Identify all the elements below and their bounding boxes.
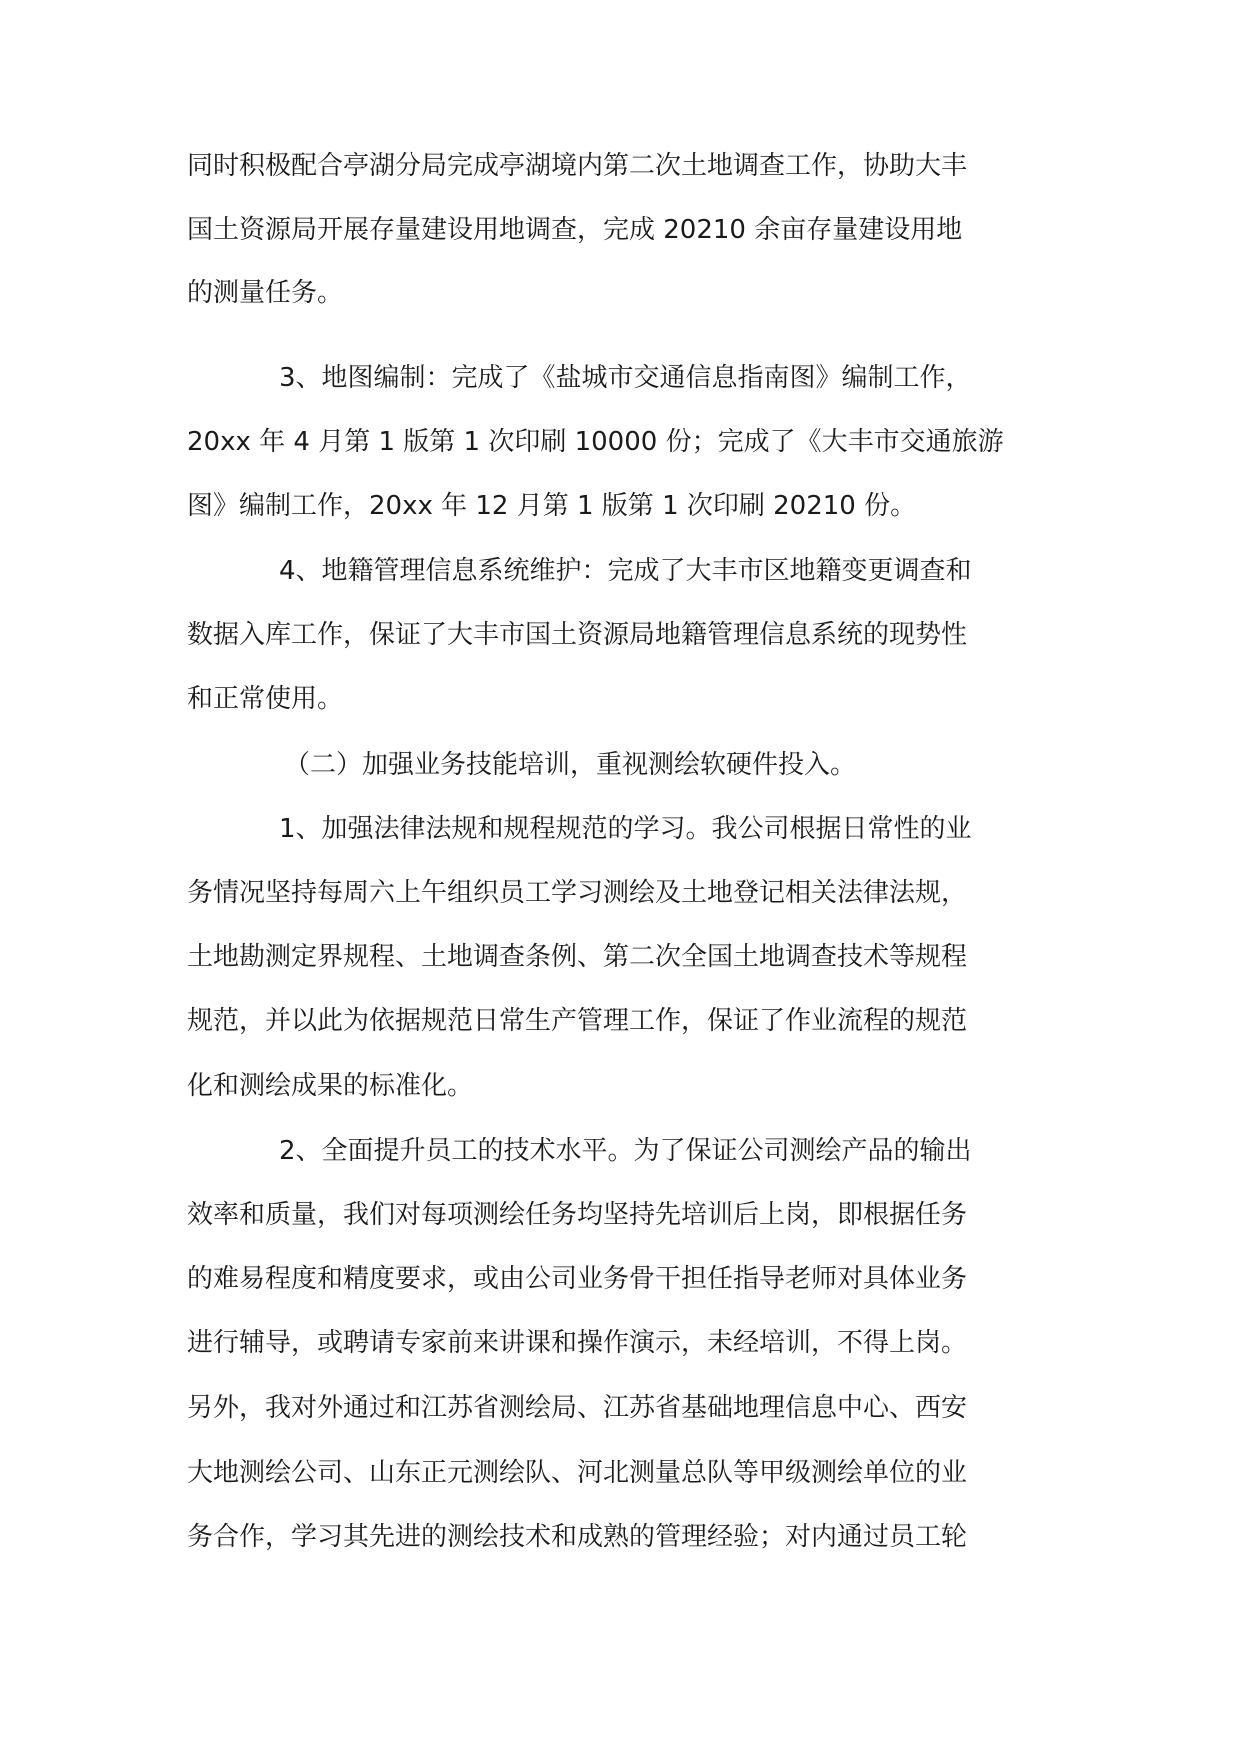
- text-line: 同时积极配合亭湖分局完成亭湖境内第二次土地调查工作，协助大丰: [187, 151, 968, 181]
- text-line: 4、地籍管理信息系统维护：完成了大丰市区地籍变更调查和: [279, 556, 972, 586]
- text-line: 数据入库工作，保证了大丰市国土资源局地籍管理信息系统的现势性: [187, 620, 968, 650]
- text-line: 务情况坚持每周六上午组织员工学习测绘及土地登记相关法律法规，: [187, 878, 968, 908]
- text-line: 务合作，学习其先进的测绘技术和成熟的管理经验；对内通过员工轮: [187, 1522, 968, 1552]
- text-line: 另外，我对外通过和江苏省测绘局、江苏省基础地理信息中心、西安: [187, 1393, 968, 1423]
- text-line: 进行辅导，或聘请专家前来讲课和操作演示，未经培训，不得上岗。: [187, 1328, 968, 1358]
- text-line: 1、加强法律法规和规程规范的学习。我公司根据日常性的业: [279, 814, 972, 844]
- text-line: 规范，并以此为依据规范日常生产管理工作，保证了作业流程的规范: [187, 1006, 968, 1036]
- text-line: 大地测绘公司、山东正元测绘队、河北测量总队等甲级测绘单位的业: [187, 1458, 968, 1488]
- text-line: 和正常使用。: [187, 684, 344, 714]
- text-line: 土地勘测定界规程、土地调查条例、第二次全国土地调查技术等规程: [187, 942, 968, 972]
- text-line: 20xx 年 4 月第 1 版第 1 次印刷 10000 份；完成了《大丰市交通旅游: [187, 427, 1004, 457]
- text-line: 的难易程度和精度要求，或由公司业务骨干担任指导老师对具体业务: [187, 1264, 968, 1294]
- text-line: 2、全面提升员工的技术水平。为了保证公司测绘产品的输出: [279, 1136, 972, 1166]
- text-line: 国土资源局开展存量建设用地调查，完成 20210 余亩存量建设用地: [187, 215, 963, 245]
- text-line: 的测量任务。: [187, 278, 344, 308]
- text-line: 化和测绘成果的标准化。: [187, 1071, 474, 1101]
- text-line: 图》编制工作，20xx 年 12 月第 1 版第 1 次印刷 20210 份。: [187, 491, 917, 521]
- text-line: 效率和质量，我们对每项测绘任务均坚持先培训后上岗，即根据任务: [187, 1200, 968, 1230]
- text-line: 3、地图编制：完成了《盐城市交通信息指南图》编制工作，: [279, 363, 972, 393]
- section-heading: （二）加强业务技能培训，重视测绘软硬件投入。: [284, 750, 857, 780]
